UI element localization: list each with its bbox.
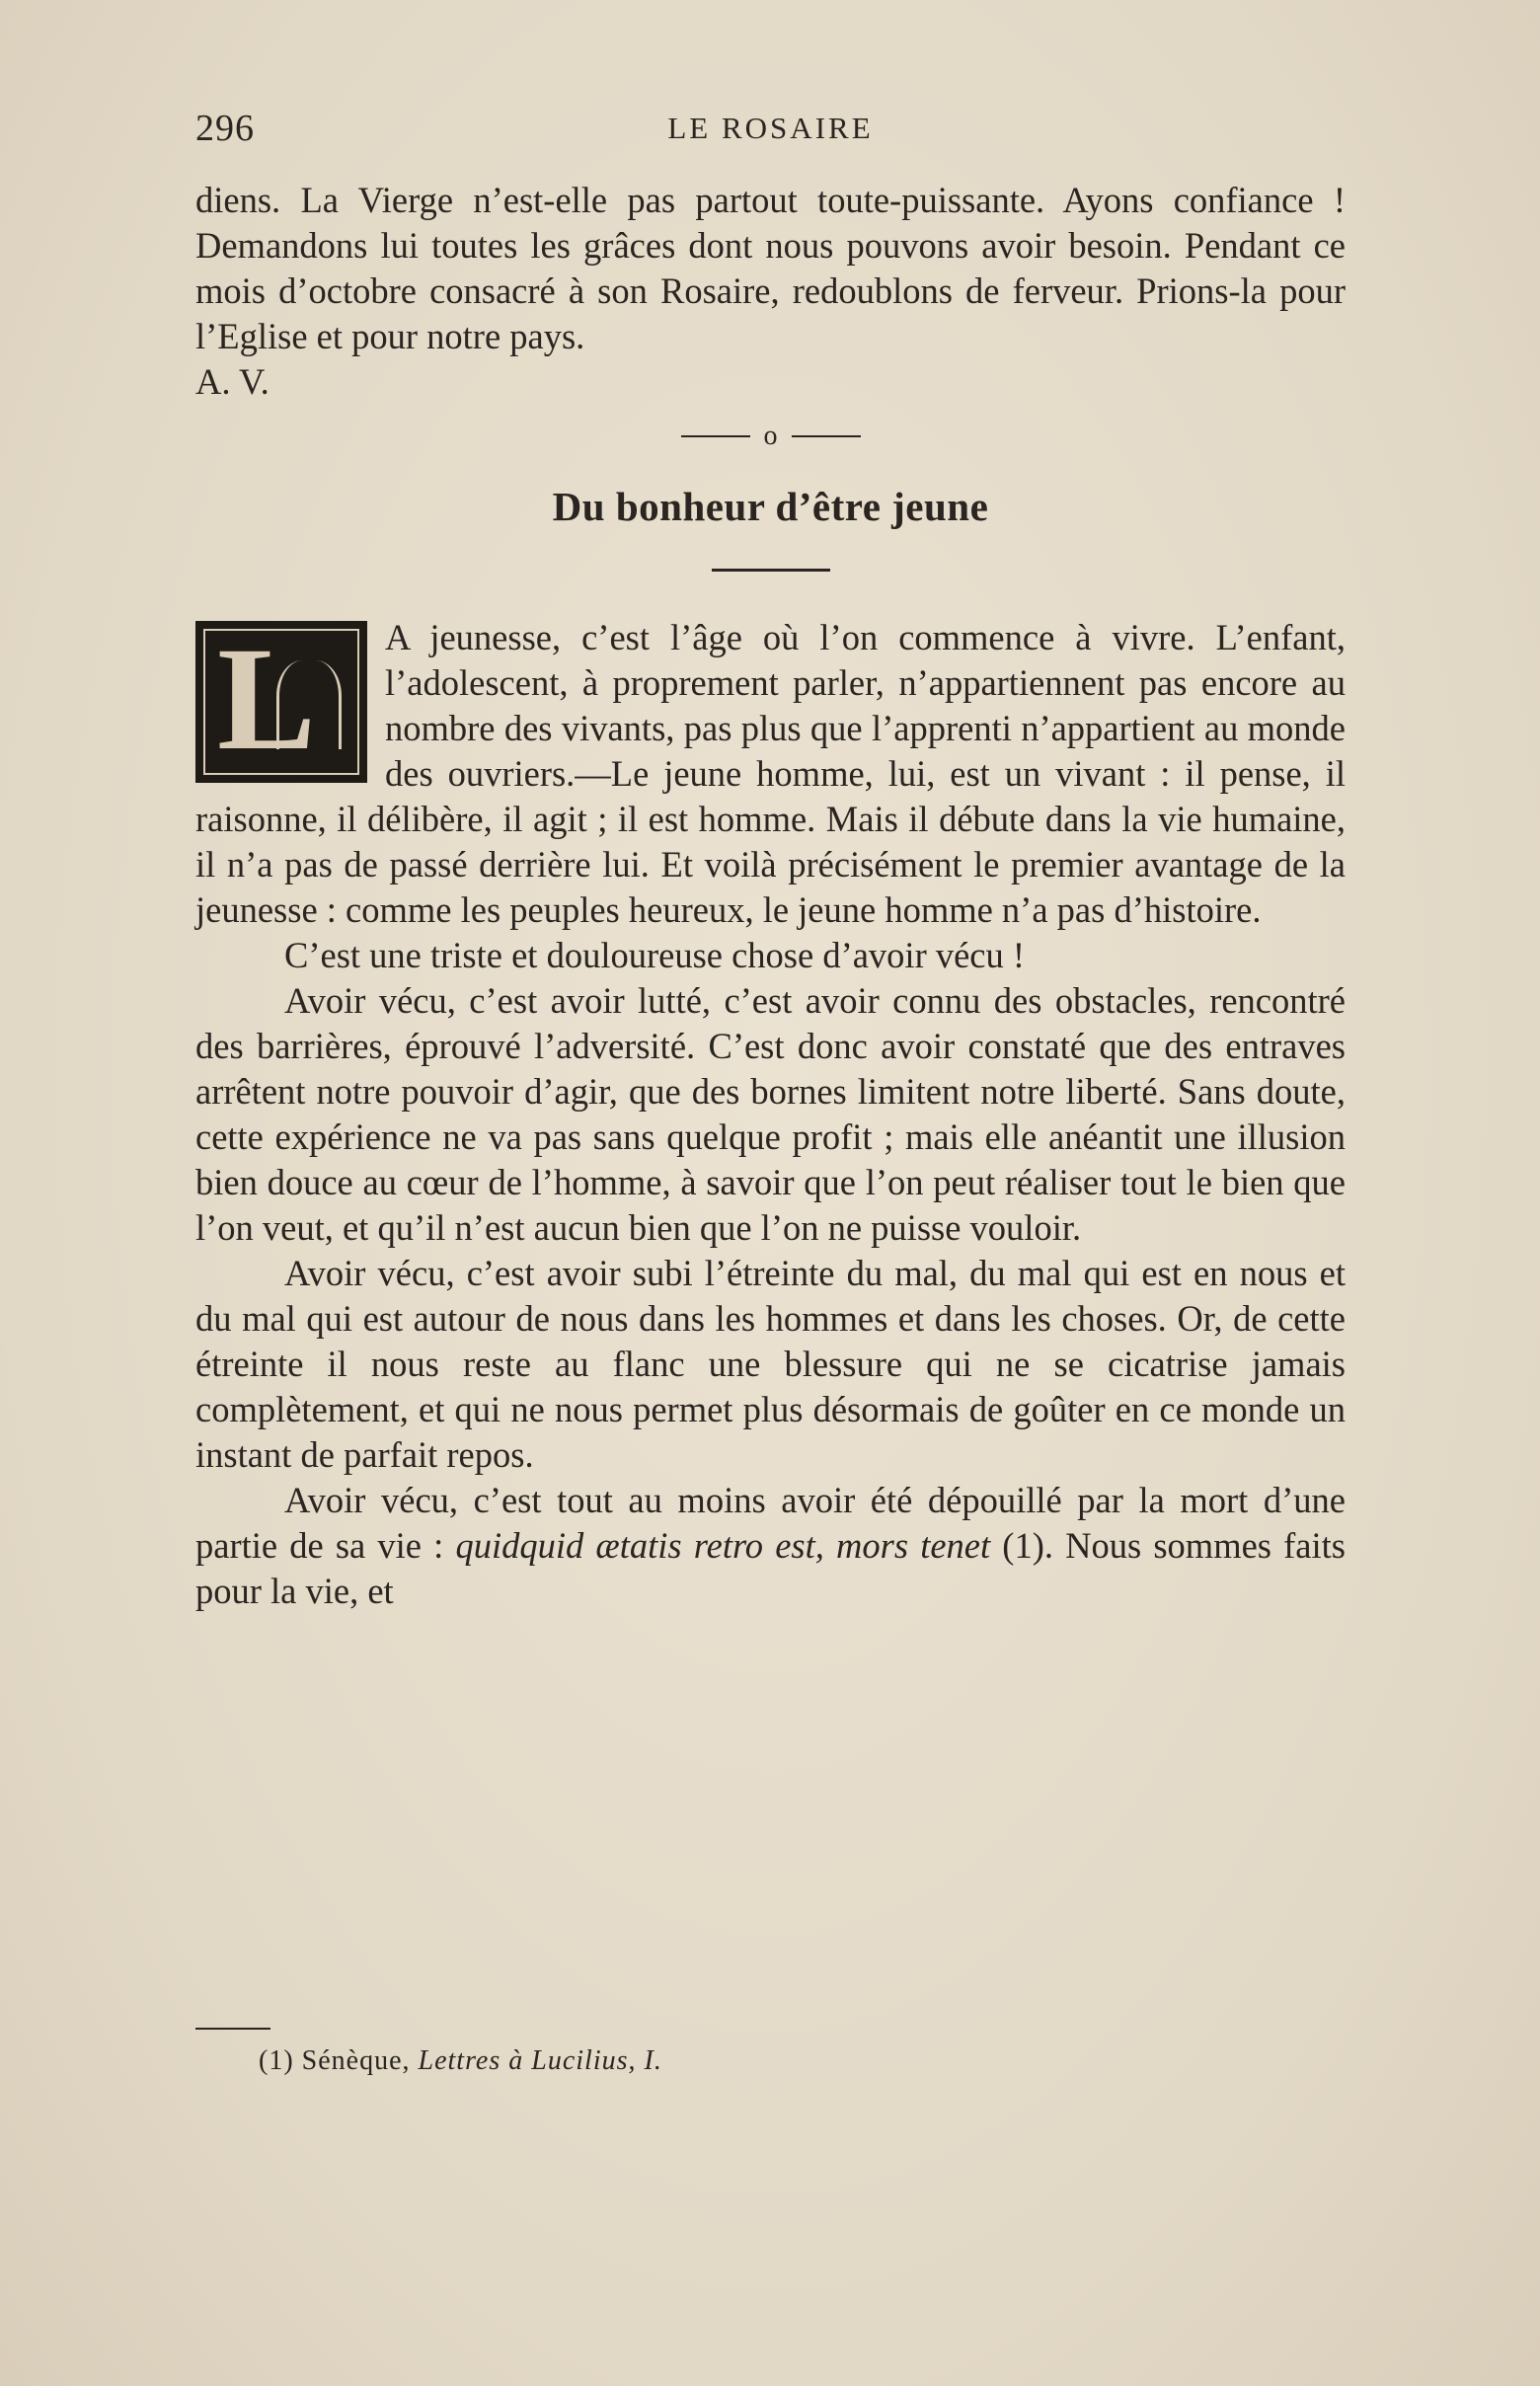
intro-paragraph: diens. La Vierge n’est-elle pas partout toute-puissante. Ayons confiance ! Demandons lui toutes les grâces dont nous pouvons avoir besoin. Pendant ce mois d’octobre consacré à son Rosaire, redoublons de ferveur. Prions-la pour l’Eglise et pour notre pays. bbox=[195, 180, 1346, 356]
footnote bbox=[259, 2045, 662, 2077]
drop-cap-letter: L bbox=[217, 617, 317, 781]
footnote-rule bbox=[195, 2028, 270, 2030]
separator-rule-left bbox=[681, 435, 750, 437]
drop-cap-ornament bbox=[195, 617, 367, 783]
footnote-reference: (1). bbox=[990, 1525, 1066, 1566]
footnote-number: I. bbox=[644, 2045, 662, 2076]
running-title: LE ROSAIRE bbox=[667, 111, 874, 145]
footnote-work: Lettres à Lucilius, bbox=[418, 2045, 637, 2076]
footnote-author: Sénèque, bbox=[301, 2045, 411, 2076]
section-separator bbox=[195, 417, 1346, 456]
paragraph-5-end: Nous sommes faits pour la vie, et bbox=[195, 1525, 1346, 1611]
footnote-marker: (1) bbox=[259, 2045, 294, 2076]
page-body bbox=[195, 178, 1346, 1614]
separator-mark: o bbox=[763, 421, 778, 451]
article-paragraph-3: Avoir vécu, c’est avoir lutté, c’est avoir connu des obstacles, rencontré des barrières, éprouvé l’adversité. C’est donc avoir constaté que des entraves arrêtent notre pouvoir d’agir, que des bornes limitent notre liberté. Sans doute, cette expérience ne va pas sans quelque profit ; mais elle anéantit une illusion bien douce au cœur de l’homme, à savoir que l’on peut réaliser tout le bien que l’on veut, et qu’il n’est aucun bien que l’on ne puisse vouloir. bbox=[195, 980, 1346, 1248]
signature: A. V. bbox=[195, 361, 270, 402]
article-paragraph-4: Avoir vécu, c’est avoir subi l’étreinte du mal, du mal qui est en nous et du mal qui est autour de nous dans les hommes et dans les choses. Or, de cette étreinte il nous reste au flanc une blessure qui ne se cicatrise jamais complètement, et qui ne nous permet plus désormais de goûter en ce monde un instant de parfait repos. bbox=[195, 1253, 1346, 1475]
first-paragraph-text: A jeunesse, c’est l’âge où l’on commence à vivre. L’enfant, l’adolescent, à proprement parler, n’appartiennent pas encore au nombre des vivants, pas plus que l’apprenti n’appartient au monde des ouvriers.—Le jeune homme, lui, est un vivant : il pense, il raisonne, il délibère, il agit ; il est homme. Mais il débute dans la vie humaine, il n’a pas de passé derrière lui. Et voilà précisément le premier avantage de la jeunesse : comme les peuples heureux, le jeune homme n’a pas d’histoire. bbox=[195, 617, 1346, 930]
title-rule bbox=[712, 569, 830, 572]
article-title: Du bonheur d’être jeune bbox=[552, 484, 989, 529]
paragraph-5-start: Avoir vécu, c’est tout au moins avoir été dépouillé par la mort d’une partie de sa vie : bbox=[195, 1480, 1346, 1566]
article-first-paragraph bbox=[195, 615, 1346, 933]
page-header bbox=[195, 107, 1346, 156]
article-paragraph-2: C’est une triste et douloureuse chose d’avoir vécu ! bbox=[284, 935, 1026, 975]
separator-rule-right bbox=[792, 435, 861, 437]
page-number: 296 bbox=[195, 108, 255, 149]
article-paragraph-5 bbox=[195, 1478, 1346, 1614]
latin-quotation: quidquid ætatis retro est, mors tenet bbox=[455, 1525, 991, 1566]
